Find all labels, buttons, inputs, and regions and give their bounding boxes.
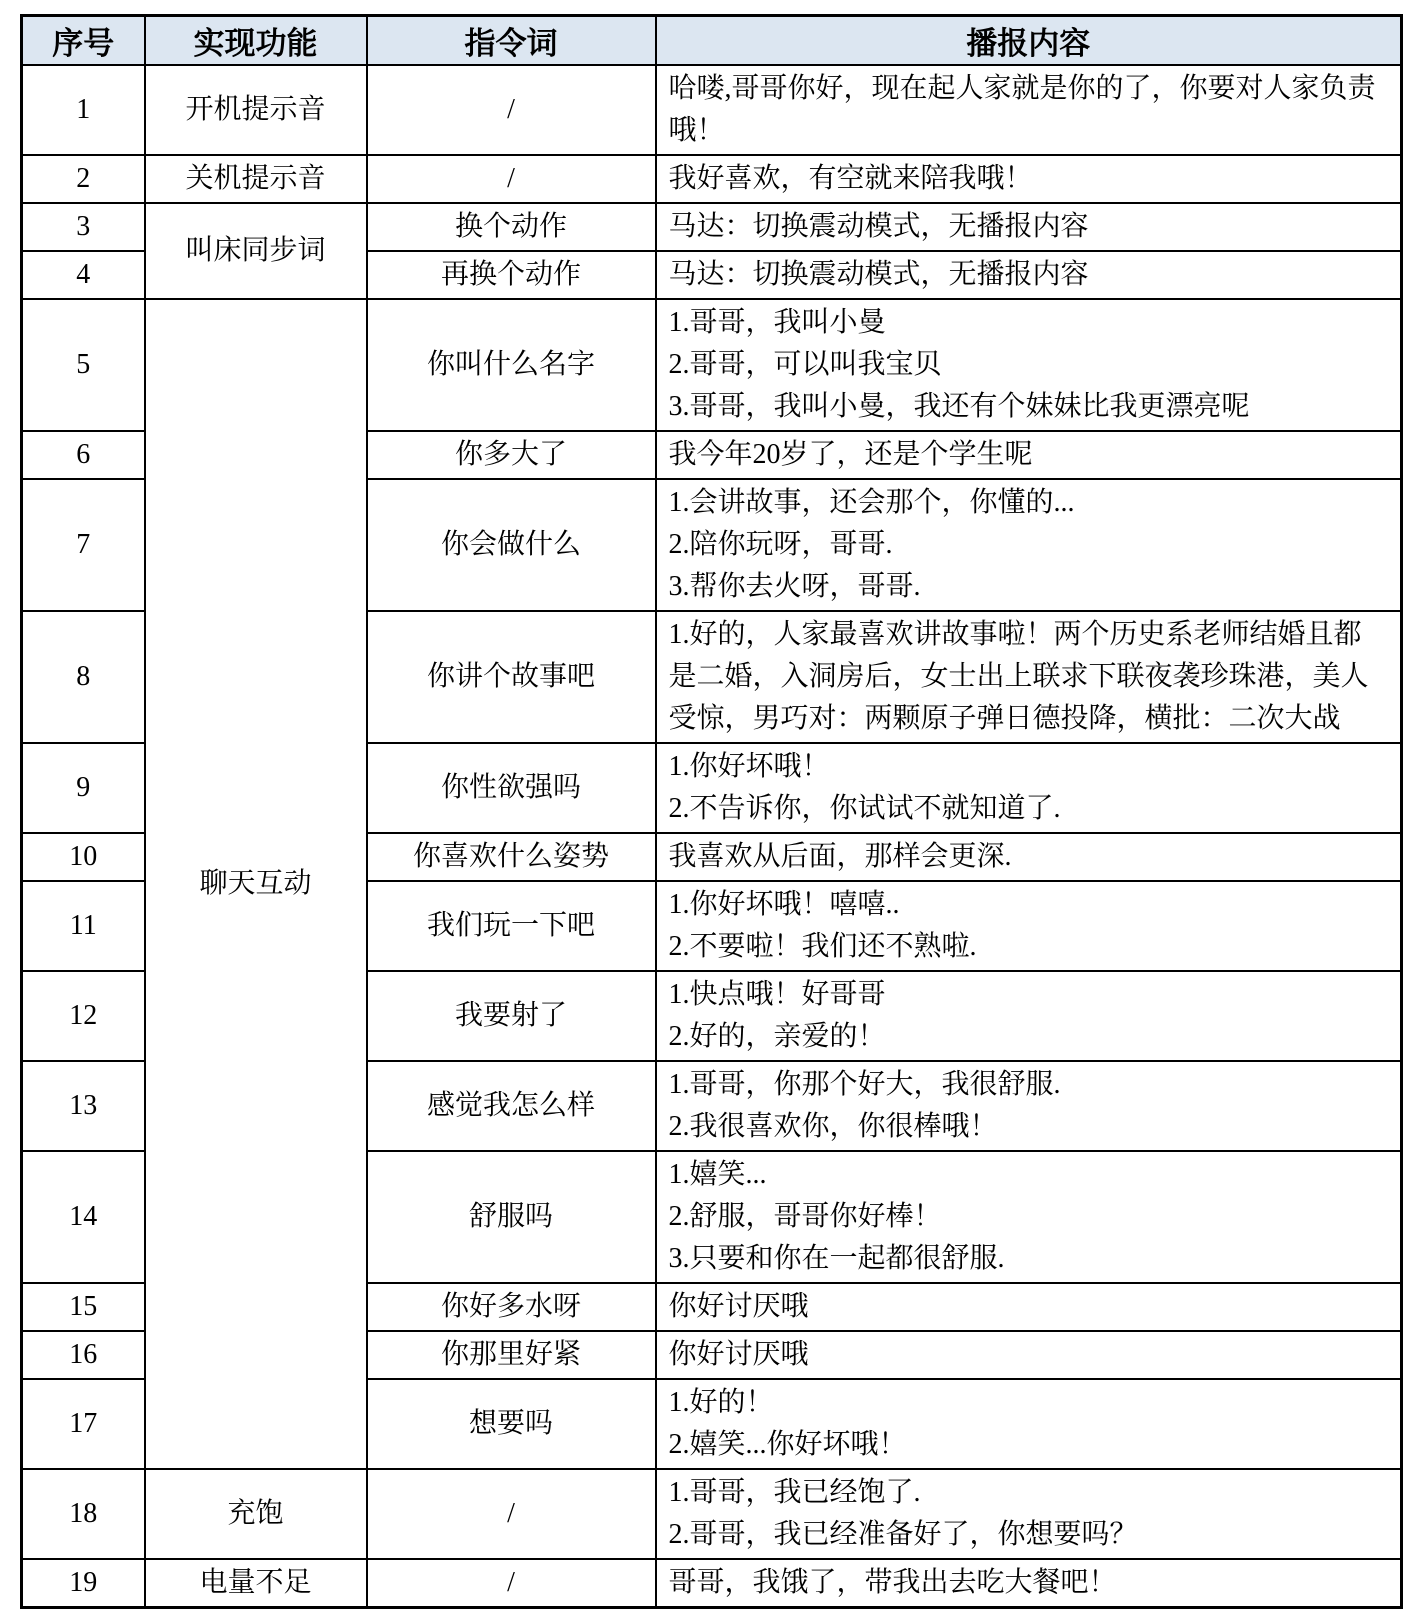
cell-command: 你会做什么 [367,479,656,611]
cell-content: 1.嬉笑... 2.舒服，哥哥你好棒！ 3.只要和你在一起都很舒服. [656,1151,1402,1283]
cell-no: 8 [22,611,145,743]
cell-command: / [367,65,656,155]
cell-content: 1.会讲故事，还会那个，你懂的... 2.陪你玩呀，哥哥. 3.帮你去火呀，哥哥. [656,479,1402,611]
cell-content: 我喜欢从后面，那样会更深. [656,833,1402,881]
cell-content: 1.你好坏哦！嘻嘻.. 2.不要啦！我们还不熟啦. [656,881,1402,971]
voice-command-table [20,14,1403,1609]
cell-no: 12 [22,971,145,1061]
cell-no: 5 [22,299,145,431]
cell-no: 13 [22,1061,145,1151]
cell-content: 你好讨厌哦 [656,1331,1402,1379]
cell-no: 16 [22,1331,145,1379]
cell-no: 11 [22,881,145,971]
col-header-command: 指令词 [367,16,656,65]
table-row [22,1559,1402,1608]
cell-command: 感觉我怎么样 [367,1061,656,1151]
col-header-function: 实现功能 [145,16,367,65]
cell-no: 18 [22,1469,145,1559]
cell-function: 充饱 [145,1469,367,1559]
cell-function-merged: 聊天互动 [145,299,367,1469]
cell-content: 哥哥，我饿了，带我出去吃大餐吧！ [656,1559,1402,1608]
cell-no: 9 [22,743,145,833]
cell-command: 你讲个故事吧 [367,611,656,743]
cell-content: 1.好的，人家最喜欢讲故事啦！两个历史系老师结婚且都是二婚，入洞房后，女士出上联求下联夜袭珍珠港，美人受惊，男巧对：两颗原子弹日德投降，横批：二次大战 [656,611,1402,743]
cell-command: 舒服吗 [367,1151,656,1283]
col-header-content: 播报内容 [656,16,1402,65]
cell-no: 2 [22,155,145,203]
cell-function-merged: 叫床同步词 [145,203,367,299]
cell-command: 再换个动作 [367,251,656,299]
cell-command: / [367,1469,656,1559]
cell-content: 马达：切换震动模式，无播报内容 [656,251,1402,299]
cell-no: 17 [22,1379,145,1469]
cell-content: 我今年20岁了，还是个学生呢 [656,431,1402,479]
table-row [22,1469,1402,1559]
col-header-no: 序号 [22,16,145,65]
cell-content: 1.好的！ 2.嬉笑...你好坏哦！ [656,1379,1402,1469]
cell-command: 你那里好紧 [367,1331,656,1379]
cell-command: 我们玩一下吧 [367,881,656,971]
header-row [22,16,1402,65]
cell-command: 想要吗 [367,1379,656,1469]
cell-command: / [367,1559,656,1608]
cell-command: 我要射了 [367,971,656,1061]
cell-no: 1 [22,65,145,155]
table-row [22,299,1402,431]
cell-command: / [367,155,656,203]
cell-function: 开机提示音 [145,65,367,155]
cell-content: 1.快点哦！好哥哥 2.好的，亲爱的！ [656,971,1402,1061]
cell-function: 电量不足 [145,1559,367,1608]
cell-no: 4 [22,251,145,299]
table-row [22,155,1402,203]
cell-command: 你性欲强吗 [367,743,656,833]
cell-content: 1.哥哥，我叫小曼 2.哥哥，可以叫我宝贝 3.哥哥，我叫小曼，我还有个妹妹比我更漂亮呢 [656,299,1402,431]
cell-content: 1.哥哥，我已经饱了. 2.哥哥，我已经准备好了，你想要吗？ [656,1469,1402,1559]
table-row [22,65,1402,155]
cell-no: 6 [22,431,145,479]
cell-content: 1.哥哥，你那个好大，我很舒服. 2.我很喜欢你，你很棒哦！ [656,1061,1402,1151]
cell-command: 你叫什么名字 [367,299,656,431]
cell-content: 马达：切换震动模式，无播报内容 [656,203,1402,251]
cell-no: 14 [22,1151,145,1283]
cell-command: 你多大了 [367,431,656,479]
cell-function: 关机提示音 [145,155,367,203]
cell-command: 你好多水呀 [367,1283,656,1331]
cell-no: 15 [22,1283,145,1331]
cell-no: 10 [22,833,145,881]
table-row [22,203,1402,251]
cell-content: 你好讨厌哦 [656,1283,1402,1331]
cell-no: 3 [22,203,145,251]
cell-content: 我好喜欢，有空就来陪我哦！ [656,155,1402,203]
cell-no: 19 [22,1559,145,1608]
cell-content: 哈喽,哥哥你好，现在起人家就是你的了，你要对人家负责哦！ [656,65,1402,155]
cell-command: 你喜欢什么姿势 [367,833,656,881]
cell-command: 换个动作 [367,203,656,251]
cell-content: 1.你好坏哦！ 2.不告诉你，你试试不就知道了. [656,743,1402,833]
cell-no: 7 [22,479,145,611]
